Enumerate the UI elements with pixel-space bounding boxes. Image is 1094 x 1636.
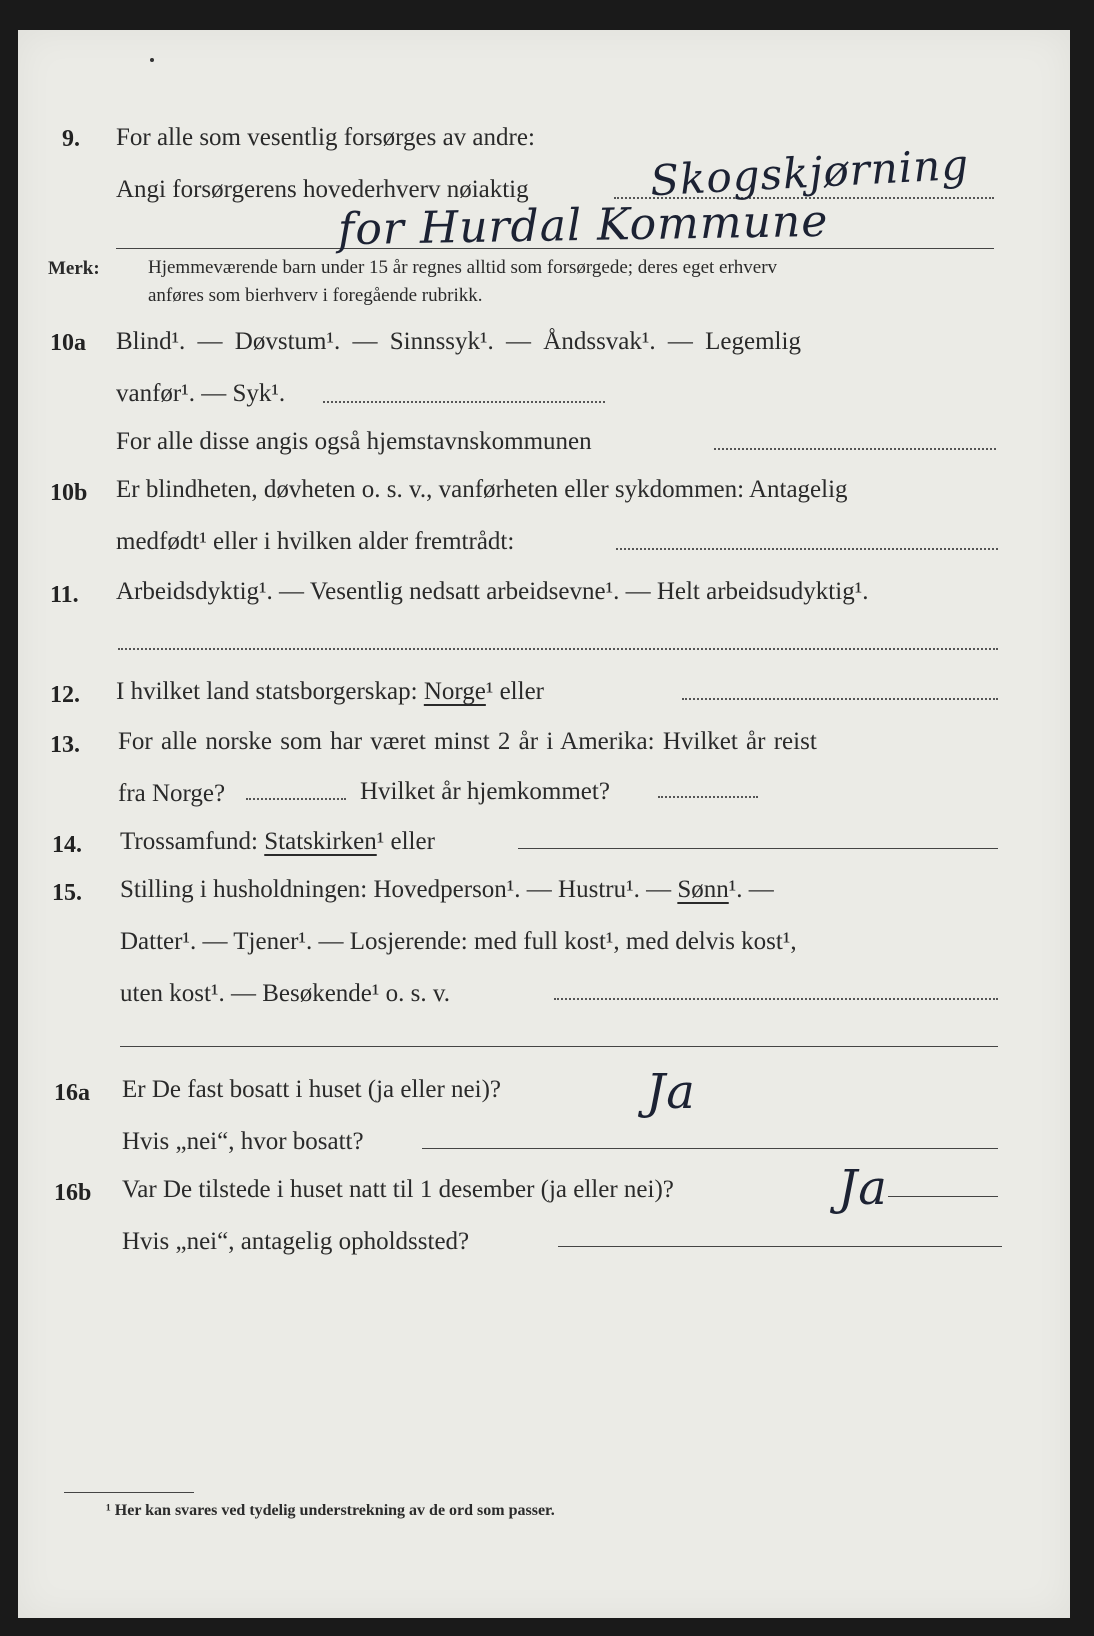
q9-handwritten-answer-1: Skogskjørning bbox=[648, 139, 971, 206]
q14-number: 14. bbox=[52, 832, 82, 858]
q10b-line2: medfødt¹ eller i hvilken alder fremtrådt: bbox=[116, 528, 515, 555]
q10b-number: 10b bbox=[50, 480, 88, 506]
q16a-line2: Hvis „nei“, hvor bosatt? bbox=[122, 1128, 364, 1155]
merk-line2: anføres som bierhverv i foregående rubrikk. bbox=[148, 285, 483, 306]
q10a-kommune-line bbox=[714, 448, 996, 450]
q16b-handwritten-answer: Ja bbox=[838, 1160, 888, 1216]
q15-answer-line1 bbox=[554, 998, 998, 1000]
q12-pre: I hvilket land statsborgerskap: bbox=[116, 678, 418, 705]
q14-answer-line bbox=[518, 848, 998, 849]
q15-line3: uten kost¹. — Besøkende¹ o. s. v. bbox=[120, 980, 451, 1007]
q12-line bbox=[116, 678, 544, 706]
q12-number: 12. bbox=[50, 682, 80, 708]
q15-line2: Datter¹. — Tjener¹. — Losjerende: med full kost¹, med delvis kost¹, bbox=[120, 928, 797, 955]
q10a-line1: Blind¹. — Døvstum¹. — Sinnssyk¹. — Åndssvak¹. — Legemlig bbox=[116, 328, 801, 355]
census-form-page bbox=[18, 30, 1070, 1618]
q12-post: ¹ eller bbox=[485, 678, 544, 705]
q16b-line2: Hvis „nei“, antagelig opholdssted? bbox=[122, 1228, 470, 1255]
q15-number: 15. bbox=[52, 880, 82, 906]
q16a-handwritten-answer: Ja bbox=[646, 1064, 696, 1120]
q14-post: ¹ eller bbox=[376, 828, 435, 855]
q13-number: 13. bbox=[50, 732, 80, 758]
q10a-number: 10a bbox=[50, 330, 86, 356]
q10a-syk-line bbox=[323, 401, 605, 403]
q10b-line1: Er blindheten, døvheten o. s. v., vanførheten eller sykdommen: Antagelig bbox=[116, 476, 848, 503]
q10b-answer-line bbox=[616, 548, 998, 550]
speck bbox=[150, 58, 154, 62]
q16b-line1: Var De tilstede i huset natt til 1 desember (ja eller nei)? bbox=[122, 1176, 674, 1203]
footnote-rule bbox=[64, 1492, 194, 1493]
q16b-number: 16b bbox=[54, 1180, 92, 1206]
q11-answer-line bbox=[118, 648, 998, 650]
q15-line1a: Stilling i husholdningen: Hovedperson¹. — Hustru¹. — bbox=[120, 876, 672, 903]
q16a-answer-line bbox=[422, 1148, 998, 1149]
q16b-opholdssted-line bbox=[558, 1246, 1002, 1247]
footnote: ¹ Her kan svares ved tydelig understrekning av de ord som passer. bbox=[106, 1502, 555, 1519]
q9-handwritten-answer-2: for Hurdal Kommune bbox=[337, 195, 829, 256]
q12-norge: Norge bbox=[423, 678, 486, 705]
q13-line2a: fra Norge? bbox=[118, 780, 226, 807]
q10a-line3: For alle disse angis også hjemstavnskommunen bbox=[116, 428, 592, 455]
q13-line1: For alle norske som har været minst 2 år i Amerika: Hvilket år reist bbox=[118, 728, 817, 755]
q15-line1 bbox=[120, 876, 774, 904]
q12-answer-line bbox=[682, 698, 998, 700]
q16b-answer-line bbox=[888, 1196, 998, 1197]
q14-line bbox=[120, 828, 435, 856]
q13-reist-line bbox=[246, 798, 346, 800]
q14-statskirken: Statskirken bbox=[264, 828, 377, 855]
q15-answer-line2 bbox=[120, 1046, 998, 1047]
q10a-line2: vanfør¹. — Syk¹. bbox=[116, 380, 286, 407]
q13-line2b: Hvilket år hjemkommet? bbox=[360, 778, 610, 805]
merk-label: Merk: bbox=[48, 258, 100, 279]
q15-sonn: Sønn bbox=[677, 876, 729, 903]
q13-hjem-line bbox=[658, 796, 758, 798]
q9-number: 9. bbox=[62, 126, 80, 152]
q14-pre: Trossamfund: bbox=[120, 828, 258, 855]
q16a-line1: Er De fast bosatt i huset (ja eller nei)? bbox=[122, 1076, 502, 1103]
q15-line1b: ¹. — bbox=[728, 876, 774, 903]
q11-number: 11. bbox=[50, 582, 79, 608]
q11-line1: Arbeidsdyktig¹. — Vesentlig nedsatt arbeidsevne¹. — Helt arbeidsudyktig¹. bbox=[116, 578, 869, 605]
q9-line2: Angi forsørgerens hovederhverv nøiaktig bbox=[116, 176, 529, 203]
merk-line1: Hjemmeværende barn under 15 år regnes alltid som forsørgede; deres eget erhverv bbox=[148, 257, 778, 278]
q16a-number: 16a bbox=[54, 1080, 90, 1106]
q9-line1: For alle som vesentlig forsørges av andre: bbox=[116, 124, 535, 151]
